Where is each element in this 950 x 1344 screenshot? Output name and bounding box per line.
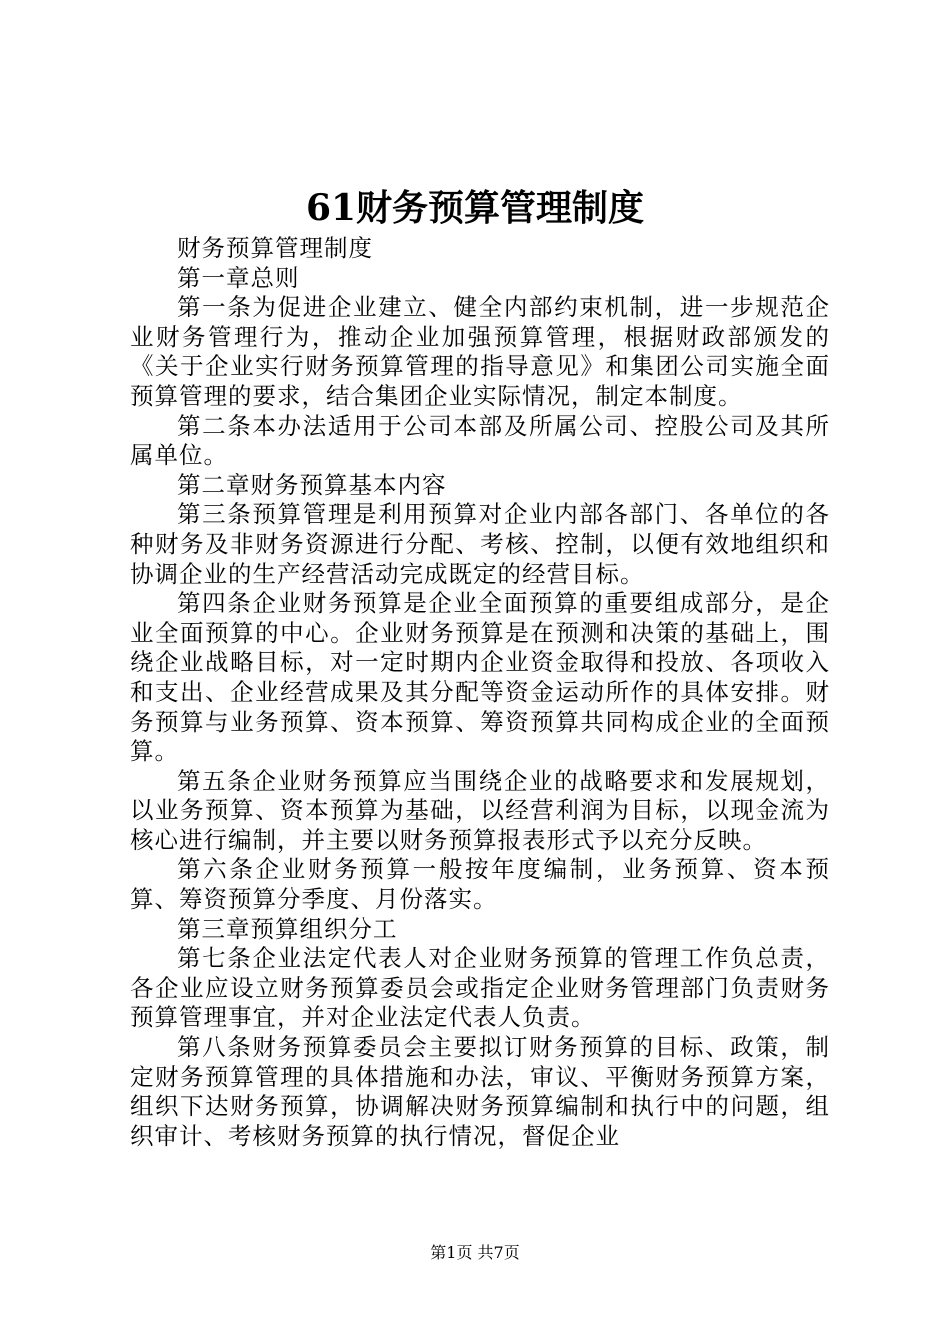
article-4: 第四条企业财务预算是企业全面预算的重要组成部分，是企业全面预算的中心。企业财务预算是在预测和决策的基础上，围绕企业战略目标，对一定时期内企业资金取得和投放、各项收入和支出、企业经营成果及其分配等资金运动所作的具体安排。财务预算与业务预算、资本预算、筹资预算共同构成企业的全面预算。 — [130, 589, 830, 766]
article-6: 第六条企业财务预算一般按年度编制，业务预算、资本预算、筹资预算分季度、月份落实。 — [130, 855, 830, 914]
article-2: 第二条本办法适用于公司本部及所属公司、控股公司及其所属单位。 — [130, 411, 830, 470]
article-1: 第一条为促进企业建立、健全内部约束机制，进一步规范企业财务管理行为，推动企业加强预算管理，根据财政部颁发的《关于企业实行财务预算管理的指导意见》和集团公司实施全面预算管理的要求，结合集团企业实际情况，制定本制度。 — [130, 293, 830, 410]
document-title: 61财务预算管理制度 — [305, 187, 645, 229]
article-3: 第三条预算管理是利用预算对企业内部各部门、各单位的各种财务及非财务资源进行分配、考核、控制，以便有效地组织和协调企业的生产经营活动完成既定的经营目标。 — [130, 500, 830, 588]
article-7: 第七条企业法定代表人对企业财务预算的管理工作负总责，各企业应设立财务预算委员会或指定企业财务管理部门负责财务预算管理事宜，并对企业法定代表人负责。 — [130, 944, 830, 1032]
chapter-heading-3: 第三章预算组织分工 — [177, 914, 398, 943]
page-number: 第1页 共7页 — [430, 1243, 520, 1262]
subtitle-paragraph: 财务预算管理制度 — [177, 234, 373, 262]
article-8: 第八条财务预算委员会主要拟订财务预算的目标、政策，制定财务预算管理的具体措施和办法，审议、平衡财务预算方案，组织下达财务预算，协调解决财务预算编制和执行中的问题，组织审计、考核财务预算的执行情况，督促企业 — [130, 1033, 830, 1150]
chapter-heading-2: 第二章财务预算基本内容 — [177, 470, 447, 499]
document-body — [130, 234, 830, 1151]
chapter-heading-1: 第一章总则 — [177, 263, 300, 292]
article-5: 第五条企业财务预算应当围绕企业的战略要求和发展规划，以业务预算、资本预算为基础，以经营利润为目标，以现金流为核心进行编制，并主要以财务预算报表形式予以充分反映。 — [130, 766, 830, 854]
